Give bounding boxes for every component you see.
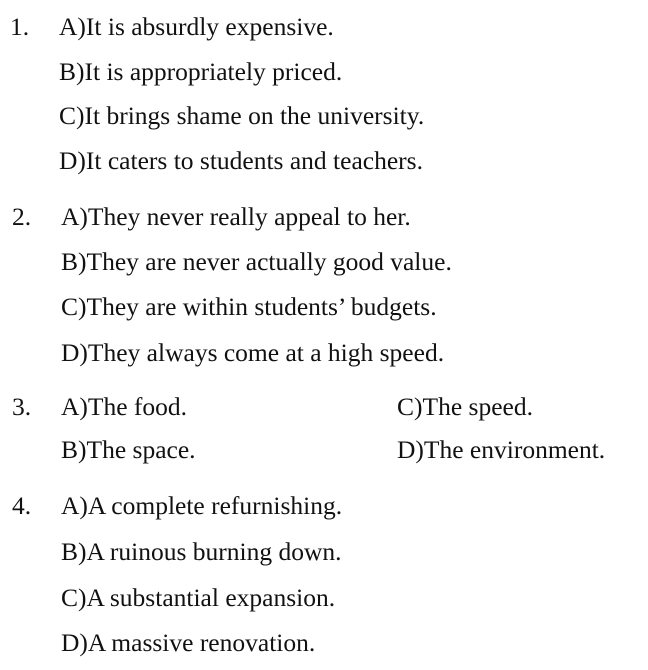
option-d: D)The environment.: [397, 435, 606, 464]
option-c: C)It brings shame on the university.: [59, 101, 425, 130]
option-d: D)A massive renovation.: [61, 628, 316, 657]
question-number: 2.: [12, 202, 32, 231]
option-c: C)They are within students’ budgets.: [61, 292, 437, 321]
question-number: 4.: [12, 491, 32, 520]
option-a: A)A complete refurnishing.: [61, 491, 343, 520]
option-d: D)They always come at a high speed.: [61, 338, 445, 367]
option-b: B)A ruinous burning down.: [61, 537, 342, 566]
option-b: B)It is appropriately priced.: [59, 57, 343, 86]
option-c: C)A substantial expansion.: [61, 583, 336, 612]
option-d: D)It caters to students and teachers.: [59, 146, 423, 175]
question-number: 3.: [12, 392, 32, 421]
option-c: C)The speed.: [397, 392, 533, 421]
option-b: B)They are never actually good value.: [61, 247, 452, 276]
option-b: B)The space.: [61, 435, 196, 464]
option-a: A)It is absurdly expensive.: [59, 12, 334, 41]
option-a: A)The food.: [61, 392, 188, 421]
option-a: A)They never really appeal to her.: [61, 202, 411, 231]
question-number: 1.: [10, 12, 30, 41]
